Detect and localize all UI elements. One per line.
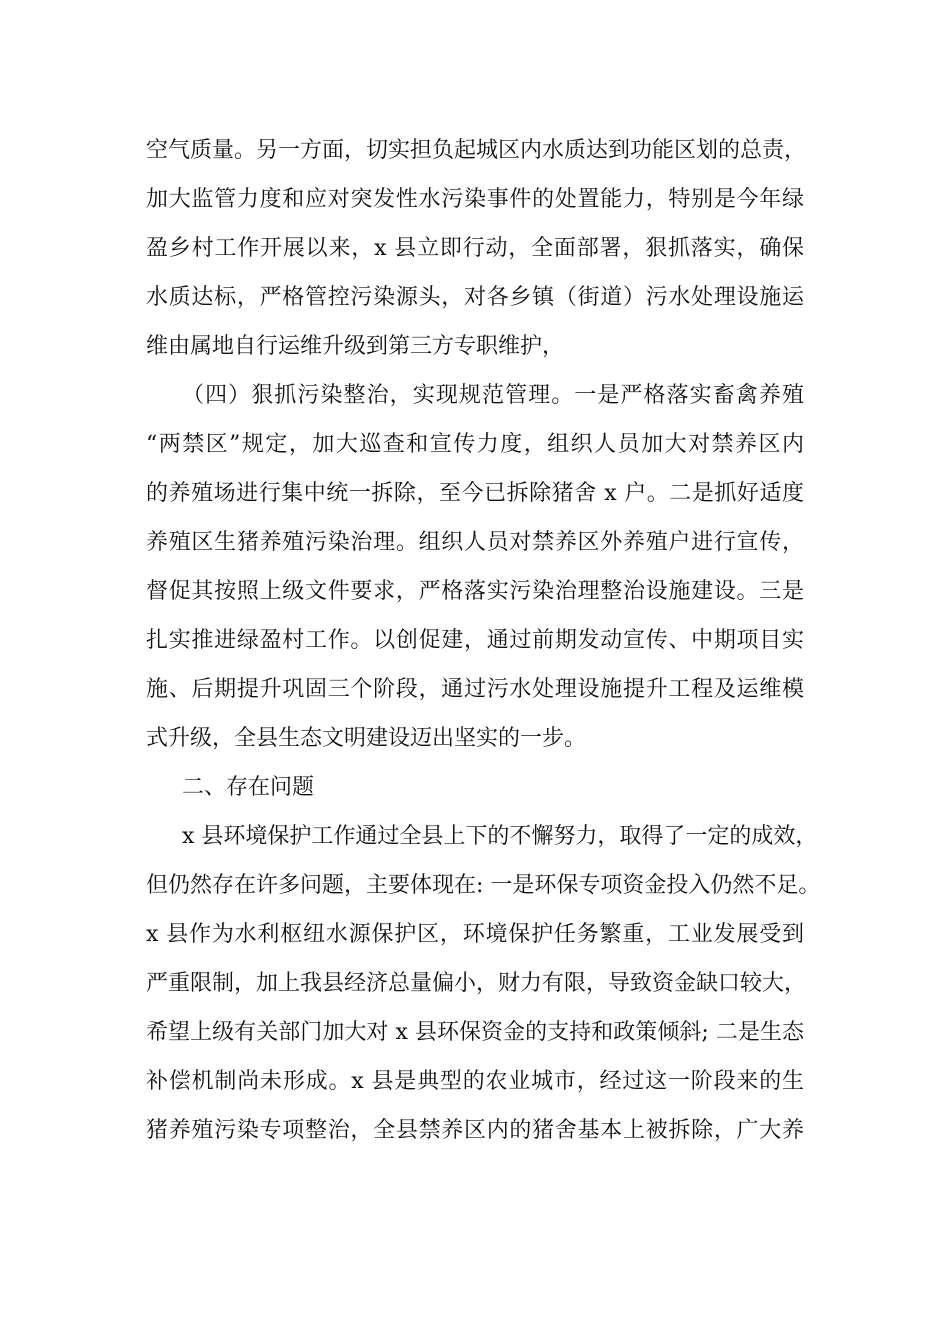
text-line: 督促其按照上级文件要求，严格落实污染治理整治设施建设。三是	[146, 579, 804, 604]
text-line: “两禁区”规定，加大巡查和宣传力度，组织人员加大对禁养区内	[146, 432, 804, 457]
text-line: 养殖区生猪养殖污染治理。组织人员对禁养区外养殖户进行宣传，	[146, 530, 804, 555]
text-line: 施、后期提升巩固三个阶段，通过污水处理设施提升工程及运维模	[146, 677, 804, 702]
text-line: 的养殖场进行集中统一拆除，至今已拆除猪舍 x 户。二是抓好适度	[146, 481, 804, 506]
text-line: （四）狠抓污染整治，实现规范管理。一是严格落实畜禽养殖	[182, 383, 804, 408]
text-line: 但仍然存在许多问题，主要体现在: 一是环保专项资金投入仍然不足。	[146, 873, 821, 898]
text-line: 猪养殖污染专项整治，全县禁养区内的猪舍基本上被拆除，广大养	[146, 1118, 804, 1143]
text-line: x 县作为水利枢纽水源保护区，环境保护任务繁重，工业发展受到	[146, 922, 804, 947]
text-line: 严重限制，加上我县经济总量偏小，财力有限，导致资金缺口较大，	[146, 971, 807, 996]
text-line: 维由属地自行运维升级到第三方专职维护，	[146, 334, 565, 359]
text-line: 扎实推进绿盈村工作。以创促建，通过前期发动宣传、中期项目实	[146, 628, 804, 653]
text-line: 式升级，全县生态文明建设迈出坚实的一步。	[146, 726, 587, 751]
text-line: 盈乡村工作开展以来，x 县立即行动，全面部署，狠抓落实，确保	[146, 236, 804, 261]
text-line: 水质达标，严格管控污染源头，对各乡镇（街道）污水处理设施运	[146, 285, 804, 310]
section-heading: 二、存在问题	[182, 775, 315, 800]
text-line: 补偿机制尚未形成。x 县是典型的农业城市，经过这一阶段来的生	[146, 1069, 804, 1094]
text-line: 加大监管力度和应对突发性水污染事件的处置能力，特别是今年绿	[146, 187, 804, 212]
text-line: 空气质量。另一方面，切实担负起城区内水质达到功能区划的总责，	[146, 138, 807, 163]
text-line: x 县环境保护工作通过全县上下的不懈努力，取得了一定的成效，	[182, 824, 818, 849]
text-line: 希望上级有关部门加大对 x 县环保资金的支持和政策倾斜; 二是生态	[146, 1020, 804, 1045]
